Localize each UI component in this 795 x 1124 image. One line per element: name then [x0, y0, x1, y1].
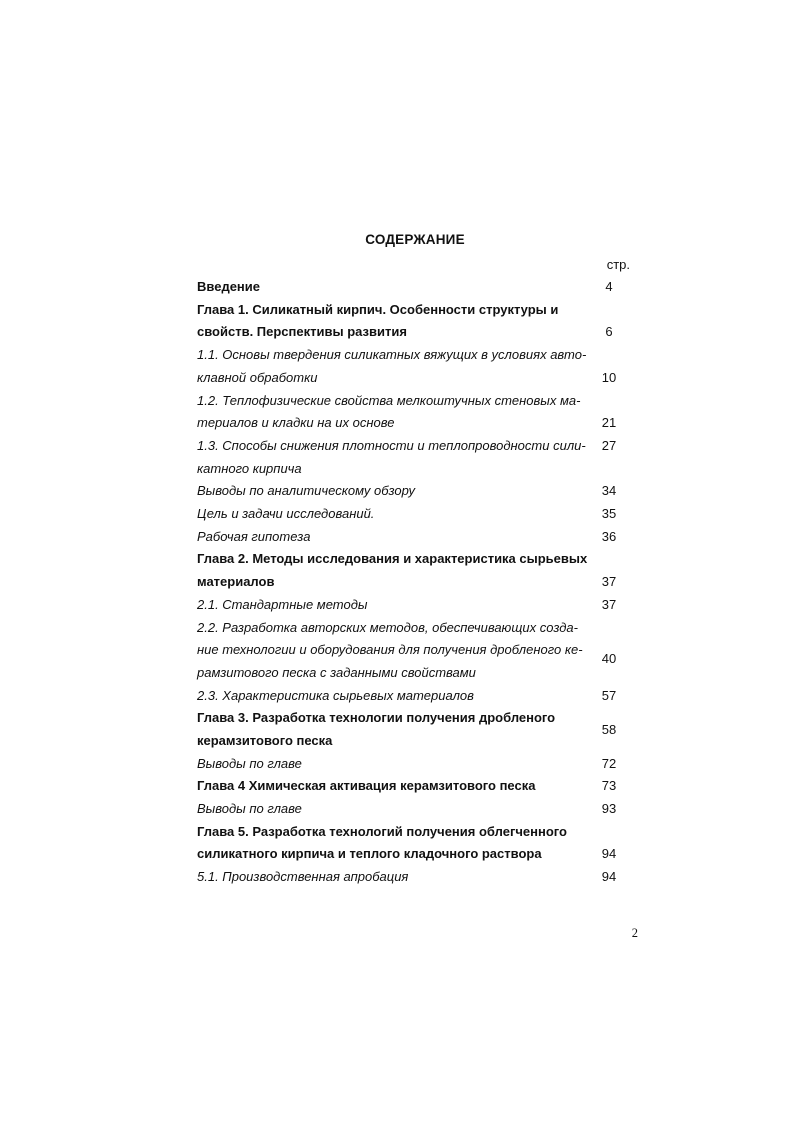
toc-entry-page: 10: [601, 369, 617, 385]
toc-entry-page: 93: [601, 801, 617, 817]
page-column-label: стр.: [606, 257, 630, 272]
toc-entry-text: териалов и кладки на их основе: [197, 415, 395, 431]
toc-entry-page: 35: [601, 506, 617, 521]
toc-entry-page: 94: [601, 869, 617, 885]
toc-entry-text: силикатного кирпича и теплого кладочного раствора: [197, 846, 542, 862]
toc-entry-text: 2.2. Разработка авторских методов, обеспечивающих созда-: [197, 619, 578, 635]
toc-entry-page: 27: [601, 437, 617, 453]
toc-entry-text: Выводы по аналитическому обзору: [197, 483, 415, 499]
toc-entry-text: 2.1. Стандартные методы: [197, 596, 368, 612]
toc-entry-page: 37: [601, 574, 617, 590]
page-number: 2: [631, 926, 638, 940]
toc-entry-page: 58: [601, 721, 617, 737]
toc-entry-text: керамзитового песка: [197, 732, 333, 748]
toc-entry-text: Рабочая гипотеза: [197, 528, 311, 544]
toc-entry-text: свойств. Перспективы развития: [197, 324, 407, 340]
toc-entry-page: 4: [605, 279, 613, 294]
toc-entry-text: 2.3. Характеристика сырьевых материалов: [197, 687, 474, 703]
toc-entry-text: Цель и задачи исследований.: [197, 506, 375, 521]
toc-entry-text: Глава 5. Разработка технологий получения облегченного: [197, 823, 567, 839]
toc-entry-page: 36: [601, 528, 617, 544]
toc-entry-text: Глава 3. Разработка технологии получения дробленого: [197, 710, 556, 726]
toc-entry-text: Глава 2. Методы исследования и характеристика сырьевых: [197, 551, 588, 567]
toc-entry-text: клавной обработки: [197, 369, 318, 385]
toc-entry-text: 5.1. Производственная апробация: [197, 869, 409, 885]
toc-entry-page: 37: [601, 596, 617, 612]
toc-entry-text: Выводы по главе: [197, 755, 302, 771]
toc-entry-text: 1.1. Основы твердения силикатных вяжущих в условиях авто-: [197, 347, 587, 363]
toc-entry-text: 1.2. Теплофизические свойства мелкоштучных стеновых ма-: [197, 392, 581, 408]
toc-entry-page: 94: [601, 846, 617, 862]
toc-entry-text: Выводы по главе: [197, 801, 302, 817]
toc-entry-text: 1.3. Способы снижения плотности и теплопроводности сили-: [197, 437, 586, 453]
toc-entry-page: 72: [601, 755, 617, 771]
toc-entry-text: рамзитового песка с заданными свойствами: [197, 664, 476, 680]
toc-entry-text: Глава 1. Силикатный кирпич. Особенности структуры и: [197, 301, 559, 317]
toc-entry-page: 21: [601, 415, 617, 431]
toc-entry-page: 6: [605, 324, 613, 340]
toc-entry-page: 73: [601, 778, 617, 794]
toc-entry-text: ние технологии и оборудования для получения дробленого ке-: [197, 642, 583, 658]
toc-title: СОДЕРЖАНИЕ: [365, 232, 465, 247]
toc-entry-text: Глава 4 Химическая активация керамзитового песка: [197, 778, 536, 794]
toc-entry-page: 34: [601, 483, 617, 499]
toc-entry-text: катного кирпича: [197, 460, 302, 476]
toc-entry-page: 57: [601, 687, 617, 703]
toc-entry-page: 40: [601, 651, 617, 667]
toc-entry-text: Введение: [197, 279, 260, 294]
toc-entry-text: материалов: [197, 574, 275, 590]
